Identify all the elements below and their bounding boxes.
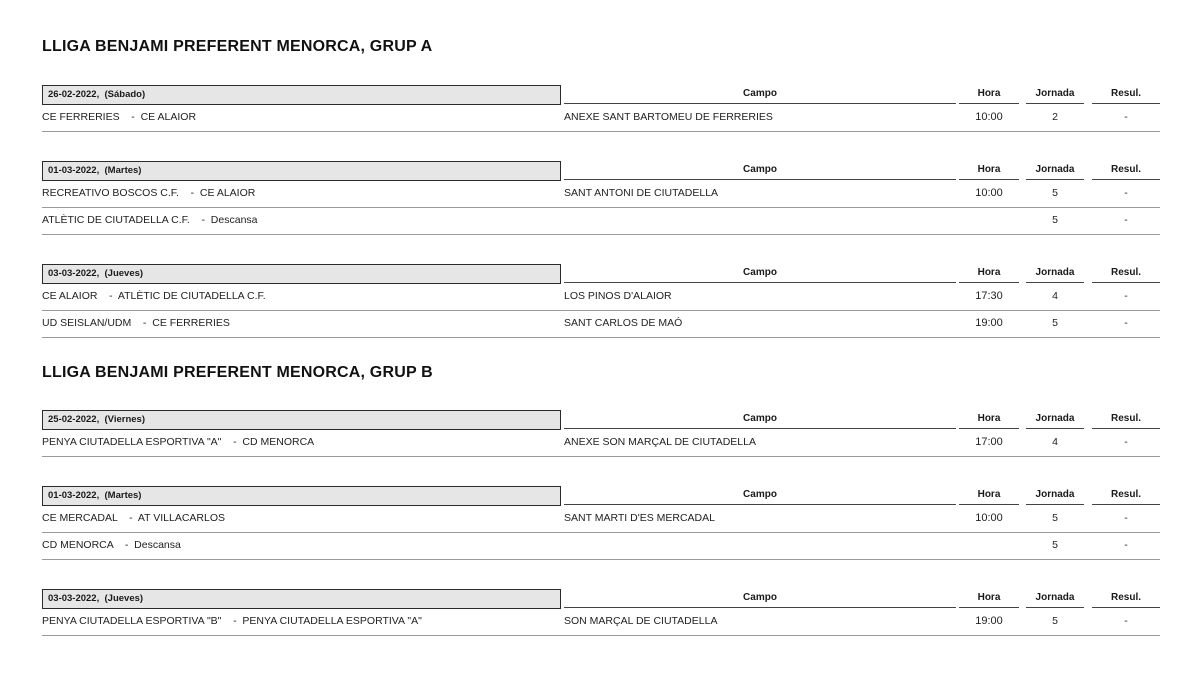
day-block — [42, 486, 1168, 560]
column-header-resul: Resul. — [1092, 486, 1160, 505]
schedule-page — [42, 36, 1168, 636]
match-campo: SANT CARLOS DE MAÓ — [564, 317, 683, 329]
match-hora: 19:00 — [975, 615, 1003, 627]
match-hora: 10:00 — [975, 187, 1003, 199]
column-header-resul: Resul. — [1092, 264, 1160, 283]
match-hora: 17:00 — [975, 436, 1003, 448]
column-header-resul: Resul. — [1092, 85, 1160, 104]
column-header-resul: Resul. — [1092, 161, 1160, 180]
match-resul: - — [1124, 187, 1128, 199]
match-resul: - — [1124, 214, 1128, 226]
match-row — [42, 284, 1160, 311]
match-teams: CE ALAIOR - ATLÈTIC DE CIUTADELLA C.F. — [42, 290, 266, 302]
column-header-hora: Hora — [959, 589, 1019, 608]
match-campo: SANT MARTI D'ES MERCADAL — [564, 512, 715, 524]
match-teams: CD MENORCA - Descansa — [42, 539, 181, 551]
match-campo: LOS PINOS D'ALAIOR — [564, 290, 672, 302]
match-jornada: 5 — [1052, 187, 1058, 199]
match-jornada: 2 — [1052, 111, 1058, 123]
match-row — [42, 311, 1160, 338]
match-row — [42, 609, 1160, 636]
day-header — [42, 85, 1168, 105]
column-header-campo: Campo — [564, 486, 956, 505]
league-title-grup-b: LLIGA BENJAMI PREFERENT MENORCA, GRUP B — [42, 364, 433, 381]
match-jornada: 5 — [1052, 512, 1058, 524]
match-teams: RECREATIVO BOSCOS C.F. - CE ALAIOR — [42, 187, 256, 199]
column-header-campo: Campo — [564, 589, 956, 608]
column-header-resul: Resul. — [1092, 589, 1160, 608]
match-row — [42, 533, 1160, 560]
match-resul: - — [1124, 290, 1128, 302]
column-header-campo: Campo — [564, 161, 956, 180]
match-teams: CE FERRERIES - CE ALAIOR — [42, 111, 197, 123]
column-header-campo: Campo — [564, 410, 956, 429]
day-block — [42, 264, 1168, 338]
column-header-jornada: Jornada — [1026, 85, 1084, 104]
match-campo: SANT ANTONI DE CIUTADELLA — [564, 187, 719, 199]
match-hora: 10:00 — [975, 111, 1003, 123]
date-label: 03-03-2022, (Jueves) — [42, 589, 561, 609]
day-block — [42, 161, 1168, 235]
match-teams: UD SEISLAN/UDM - CE FERRERIES — [42, 317, 230, 329]
day-block — [42, 410, 1168, 457]
match-row — [42, 181, 1160, 208]
match-campo: SON MARÇAL DE CIUTADELLA — [564, 615, 718, 627]
match-hora: 10:00 — [975, 512, 1003, 524]
match-row — [42, 430, 1160, 457]
day-header — [42, 589, 1168, 609]
match-hora: 19:00 — [975, 317, 1003, 329]
column-header-hora: Hora — [959, 85, 1019, 104]
match-resul: - — [1124, 317, 1128, 329]
date-label: 03-03-2022, (Jueves) — [42, 264, 561, 284]
match-resul: - — [1124, 512, 1128, 524]
match-teams: PENYA CIUTADELLA ESPORTIVA "A" - CD MENORCA — [42, 436, 315, 448]
match-jornada: 5 — [1052, 317, 1058, 329]
match-jornada: 4 — [1052, 436, 1058, 448]
column-header-jornada: Jornada — [1026, 410, 1084, 429]
date-label: 26-02-2022, (Sábado) — [42, 85, 561, 105]
match-jornada: 5 — [1052, 214, 1058, 226]
column-header-campo: Campo — [564, 85, 956, 104]
match-resul: - — [1124, 539, 1128, 551]
match-jornada: 5 — [1052, 539, 1058, 551]
match-teams: ATLÈTIC DE CIUTADELLA C.F. - Descansa — [42, 214, 258, 226]
day-block — [42, 85, 1168, 132]
match-teams: CE MERCADAL - AT VILLACARLOS — [42, 512, 226, 524]
column-header-hora: Hora — [959, 264, 1019, 283]
day-block — [42, 589, 1168, 636]
column-header-jornada: Jornada — [1026, 486, 1084, 505]
column-header-hora: Hora — [959, 486, 1019, 505]
match-jornada: 5 — [1052, 615, 1058, 627]
date-label: 01-03-2022, (Martes) — [42, 486, 561, 506]
column-header-campo: Campo — [564, 264, 956, 283]
match-hora: 17:30 — [975, 290, 1003, 302]
match-row — [42, 208, 1160, 235]
date-label: 25-02-2022, (Viernes) — [42, 410, 561, 430]
match-resul: - — [1124, 615, 1128, 627]
match-campo: ANEXE SON MARÇAL DE CIUTADELLA — [564, 436, 756, 448]
league-title-grup-a: LLIGA BENJAMI PREFERENT MENORCA, GRUP A — [42, 38, 433, 55]
column-header-hora: Hora — [959, 161, 1019, 180]
column-header-resul: Resul. — [1092, 410, 1160, 429]
match-resul: - — [1124, 111, 1128, 123]
column-header-jornada: Jornada — [1026, 161, 1084, 180]
column-header-jornada: Jornada — [1026, 264, 1084, 283]
match-resul: - — [1124, 436, 1128, 448]
match-row — [42, 506, 1160, 533]
match-jornada: 4 — [1052, 290, 1058, 302]
column-header-jornada: Jornada — [1026, 589, 1084, 608]
day-header — [42, 486, 1168, 506]
match-teams: PENYA CIUTADELLA ESPORTIVA "B" - PENYA CIUTADELLA ESPORTIVA "A" — [42, 615, 422, 627]
day-header — [42, 410, 1168, 430]
day-header — [42, 264, 1168, 284]
date-label: 01-03-2022, (Martes) — [42, 161, 561, 181]
day-header — [42, 161, 1168, 181]
match-campo: ANEXE SANT BARTOMEU DE FERRERIES — [564, 111, 773, 123]
column-header-hora: Hora — [959, 410, 1019, 429]
match-row — [42, 105, 1160, 132]
